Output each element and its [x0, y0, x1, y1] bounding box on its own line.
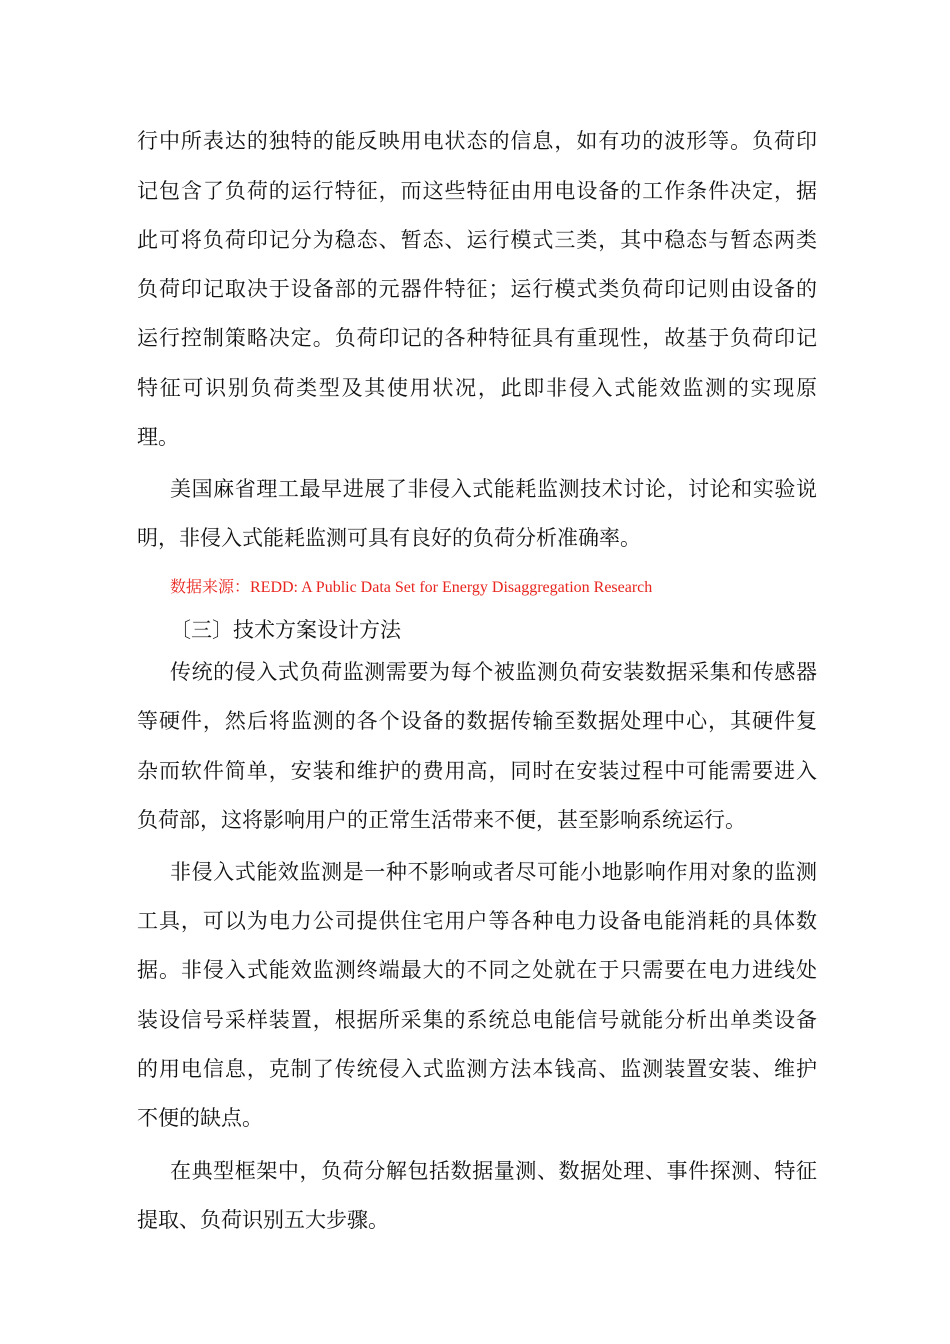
paragraph-line: 理。: [137, 425, 179, 449]
paragraph-line: 工具，可以为电力公司提供住宅用户等各种电力设备电能消耗的具体数: [137, 909, 817, 933]
paragraph-line: 提取、负荷识别五大步骤。: [137, 1208, 389, 1232]
paragraph-line: 在典型框架中，负荷分解包括数据量测、数据处理、事件探测、特征: [170, 1159, 817, 1183]
source-note: 数据来源：REDD: A Public Data Set for Energy Disaggregation Research: [170, 579, 653, 596]
paragraph-line: 明，非侵入式能耗监测可具有良好的负荷分析准确率。: [137, 526, 641, 550]
paragraph-line: 行中所表达的独特的能反映用电状态的信息，如有功的波形等。负荷印: [137, 129, 817, 153]
paragraph-line: 的用电信息，克制了传统侵入式监测方法本钱高、监测装置安装、维护: [137, 1057, 817, 1081]
paragraph-line: 非侵入式能效监测是一种不影响或者尽可能小地影响作用对象的监测: [170, 860, 817, 884]
paragraph-line: 记包含了负荷的运行特征，而这些特征由用电设备的工作条件决定，据: [137, 179, 817, 203]
paragraph-line: 特征可识别负荷类型及其使用状况，此即非侵入式能效监测的实现原: [137, 376, 817, 400]
paragraph-line: 传统的侵入式负荷监测需要为每个被监测负荷安装数据采集和传感器: [170, 660, 817, 684]
paragraph-line: 不便的缺点。: [137, 1106, 263, 1130]
paragraph-line: 此可将负荷印记分为稳态、暂态、运行模式三类，其中稳态与暂态两类: [137, 228, 817, 252]
paragraph-line: 等硬件，然后将监测的各个设备的数据传输至数据处理中心，其硬件复: [137, 709, 817, 733]
paragraph-line: 运行控制策略决定。负荷印记的各种特征具有重现性，故基于负荷印记: [137, 326, 817, 350]
paragraph-line: 杂而软件简单，安装和维护的费用高，同时在安装过程中可能需要进入: [137, 759, 817, 783]
section-heading: 〔三〕技术方案设计方法: [170, 618, 401, 642]
paragraph-line: 据。非侵入式能效监测终端最大的不同之处就在于只需要在电力进线处: [137, 958, 817, 982]
paragraph-line: 装设信号采样装置，根据所采集的系统总电能信号就能分析出单类设备: [137, 1008, 817, 1032]
paragraph-line: 美国麻省理工最早进展了非侵入式能耗监测技术讨论，讨论和实验说: [170, 477, 817, 501]
paragraph-line: 负荷印记取决于设备部的元器件特征；运行模式类负荷印记则由设备的: [137, 277, 817, 301]
paragraph-line: 负荷部，这将影响用户的正常生活带来不便，甚至影响系统运行。: [137, 808, 746, 832]
